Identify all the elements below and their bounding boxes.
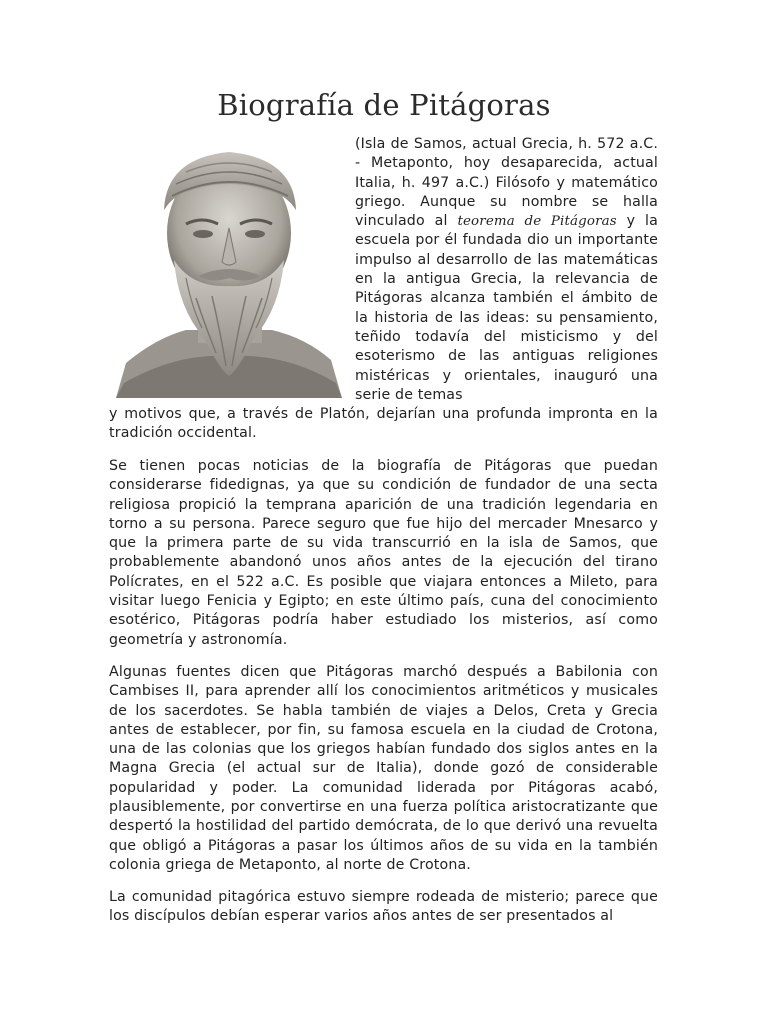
biography-paragraph-4 [109,888,658,927]
page-title: Biografía de Pitágoras [217,88,551,122]
intro-paragraph [355,135,658,405]
intro-tail-text: y motivos que, a través de Platón, dejarían una profunda impronta en la tradición occidental. [109,406,658,442]
intro-text-end: y la escuela por él fundada dio un importante impulso al desarrollo de las matemáticas en la antigua Grecia, la relevancia de Pitágoras alcanza también el ámbito de la historia de las ideas: su pensamiento, teñido todavía del misticismo y del esoterismo de las antiguas religiones mistéricas y orientales, inauguró una serie de temas [355,213,658,403]
paragraph-3-text: Algunas fuentes dicen que Pitágoras marchó después a Babilonia con Cambises II, para aprender allí los conocimientos aritméticos y musicales de los sacerdotes. Se habla también de viajes a Delos, Creta y Grecia antes de establecer, por fin, su famosa escuela en la ciudad de Crotona, una de las colonias que los griegos habían fundado dos siglos antes en la Magna Grecia (el actual sur de Italia), donde gozó de considerable popularidad y poder. La comunidad liderada por Pitágoras acabó, plausiblemente, por convertirse en una fuerza política aristocratizante que despertó la hostilidad del partido demócrata, de lo que derivó una revuelta que obligó a Pitágoras a pasar los últimos años de su vida en la también colonia griega de Metaponto, al norte de Crotona. [109,664,658,873]
paragraph-2-text: Se tienen pocas noticias de la biografía de Pitágoras que puedan considerarse fidedignas, ya que su condición de fundador de una secta religiosa propició la temprana aparición de una tradición legendaria en torno a su persona. Parece seguro que fue hijo del mercader Mnesarco y que la primera parte de su vida transcurrió en la isla de Samos, que probablemente abandonó unos años antes de la ejecución del tirano Polícrates, en el 522 a.C. Es posible que viajara entonces a Mileto, para visitar luego Fenicia y Egipto; en este último país, cuna del conocimiento esotérico, Pitágoras podría haber estudiado los misterios, así como geometría y astronomía. [109,458,658,648]
biography-paragraph-3 [109,663,658,875]
theorem-italic: teorema de Pitágoras [457,214,617,230]
pythagoras-bust-portrait [116,138,342,398]
intro-text-start: (Isla de Samos, actual Grecia, h. 572 a.C. - Metaponto, hoy desaparecida, actual Italia, h. 497 a.C.) Filósofo y matemático griego. Aunque su nombre se halla vinculado al [355,136,658,230]
paragraph-4-text: La comunidad pitagórica estuvo siempre rodeada de misterio; parece que los discípulos debían esperar varios años antes de ser presentados al [109,889,658,925]
intro-paragraph-tail [109,405,658,444]
biography-paragraph-2 [109,457,658,650]
